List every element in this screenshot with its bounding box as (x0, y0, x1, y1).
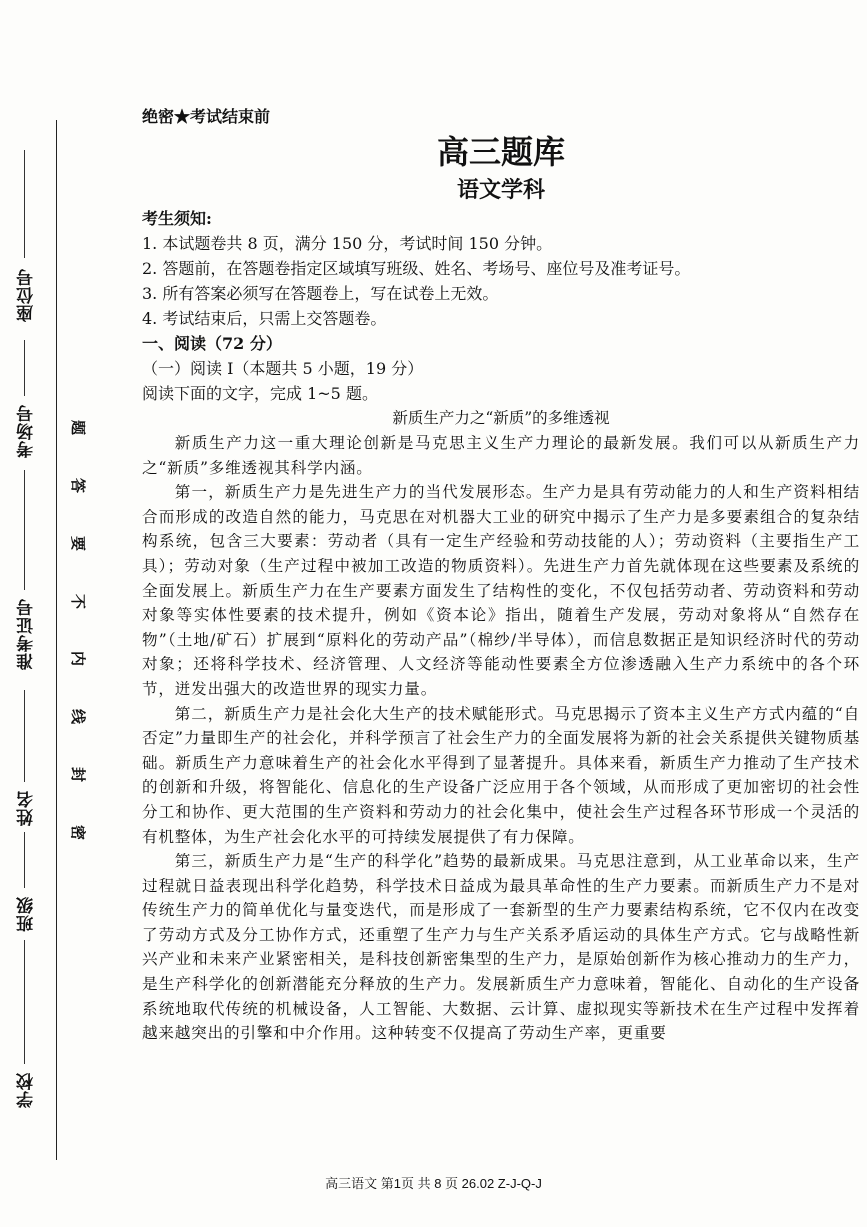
exam-page (142, 100, 860, 1046)
notice-item: 4. 考试结束后，只需上交答题卷。 (142, 309, 387, 328)
sealing-char: 内 (70, 649, 86, 668)
section-heading: 一、阅读（72 分） (142, 334, 282, 353)
notice-item: 2. 答题前，在答题卷指定区域填写班级、姓名、考场号、座位号及准考证号。 (142, 259, 691, 278)
name-blank-line (24, 690, 25, 782)
seat-blank-line (24, 150, 25, 258)
page-title: 高三题库 (436, 133, 565, 171)
subject-title: 语文学科 (456, 177, 545, 203)
article-paragraph: 新质生产力这一重大理论创新是马克思主义生产力理论的最新发展。我们可以从新质生产力之“新质”多维透视其科学内涵。 (142, 434, 860, 477)
confidential-label: 绝密★考试结束前 (142, 107, 271, 126)
sealing-char: 题 (70, 418, 86, 436)
margin-label-seat: 座位号 (17, 268, 37, 322)
article-title: 新质生产力之“新质”的多维透视 (392, 409, 610, 427)
sealing-char: 线 (70, 707, 86, 726)
ticket-blank-line (24, 470, 25, 590)
notice-item: 3. 所有答案必须写在答题卷上，写在试卷上无效。 (142, 284, 499, 303)
margin-label-ticket: 准考证号 (17, 598, 37, 670)
reading-instruction: 阅读下面的文字，完成 1~5 题。 (142, 384, 378, 403)
article-paragraph: 第二，新质生产力是社会化大生产的技术赋能形式。马克思揭示了资本主义生产方式内蕴的“自否定”力量即生产的社会化，并科学预言了社会生产力的全面发展将为新的社会关系提供关键物质基础。新质生产力意味着生产的社会化水平得到了显著提升。具体来看，新质生产力推动了生产技术的创新和升级，将智能化、信息化的生产设备广泛应用于各个领域，从而形成了更加密切的社会性分工和协作、更大范围的生产资料和劳动力的社会化集中，使社会生产过程各环节形成一个灵活的有机整体，为生产社会化水平的可持续发展提供了有力保障。 (142, 704, 860, 846)
school-blank-line (24, 940, 25, 1064)
article-paragraph: 第一，新质生产力是先进生产力的当代发展形态。生产力是具有劳动能力的人和生产资料相结合而形成的改造自然的能力，马克思在对机器大工业的研究中揭示了生产力是多要素组合的复杂结构系统，包含三大要素：劳动者（具有一定生产经验和劳动技能的人）；劳动资料（主要指生产工具）；劳动对象（生产过程中被加工改造的物质资料）。先进生产力首先就体现在这些要素及系统的全面发展上。新质生产力在生产要素方面发生了结构性的变化，不仅包括劳动者、劳动资料和劳动对象等实体性要素的技术提升，例如《资本论》指出，随着生产发展，劳动对象将从“自然存在物”（土地/矿石）扩展到“原料化的劳动产品”（棉纱/半导体），而信息数据正是知识经济时代的劳动对象；还将科学技术、经济管理、人文经济等能动性要素全方位渗透融入生产力系统中的各个环节，迸发出强大的改造世界的现实力量。 (142, 483, 860, 698)
article-paragraph: 第三，新质生产力是“生产的科学化”趋势的最新成果。马克思注意到，从工业革命以来，生产过程就日益表现出科学化趋势，科学技术日益成为最具革命性的生产力要素。而新质生产力不是对传统生产力的简单优化与量变迭代，而是形成了一套新型的生产力要素结构系统，它不仅内在改变了劳动方式及分工协作方式，还重塑了生产力与生产关系矛盾运动的具体生产方式。它与战略性新兴产业和未来产业紧密相关，是科技创新密集型的生产力，是原始创新作为核心推动力的生产力，是生产科学化的创新潜能充分释放的生产力。发展新质生产力意味着，智能化、自动化的生产设备系统地取代传统的机械设备，人工智能、大数据、云计算、虚拟现实等新技术在生产过程中发挥着越来越突出的引擎和中介作用。这种转变不仅提高了劳动生产率，更重要 (142, 852, 860, 1043)
room-blank-line (24, 340, 25, 396)
class-blank-line (24, 832, 25, 888)
notice-item: 1. 本试题卷共 8 页，满分 150 分，考试时间 150 分钟。 (142, 234, 553, 253)
sealing-char: 不 (70, 591, 86, 610)
margin-label-name: 姓名 (17, 790, 37, 826)
page-footer: 高三语文 第1页 共 8 页 26.02 Z-J-Q-J (325, 1176, 542, 1191)
margin-label-school: 学校 (17, 1072, 37, 1108)
sealing-char: 密 (70, 822, 86, 841)
sealing-char: 答 (70, 475, 86, 494)
notice-heading: 考生须知: (142, 209, 212, 228)
sealing-char: 要 (70, 533, 86, 552)
subsection-heading: （一）阅读 I（本题共 5 小题，19 分） (142, 359, 424, 378)
sealing-char: 封 (70, 765, 86, 784)
sealing-line-notice (66, 420, 90, 840)
margin-label-room: 考场号 (17, 404, 37, 458)
margin-label-class: 班级 (17, 896, 37, 932)
binding-line (56, 120, 57, 1160)
